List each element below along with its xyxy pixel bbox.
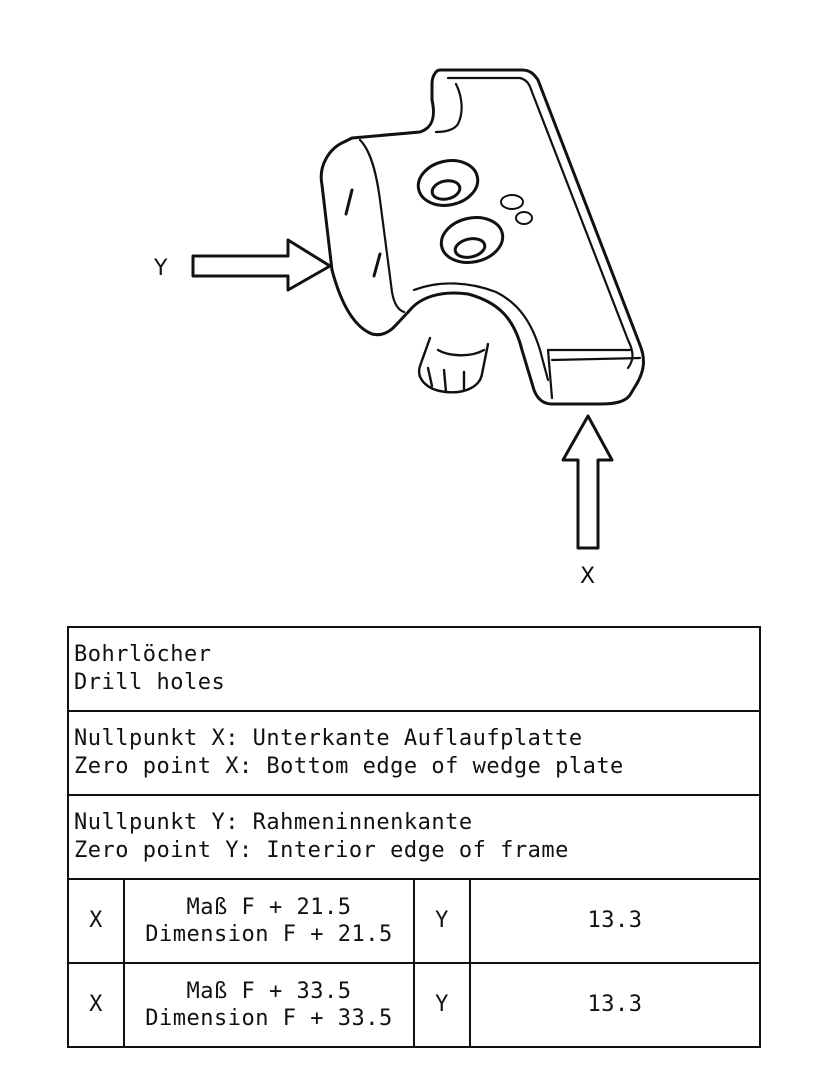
x-dimension-de: Maß F + 21.5 [186,895,352,920]
x-axis-cell: X [68,879,124,963]
plate-inner-edge [448,78,633,368]
drill-hole-lower [437,212,507,268]
mounting-peg [419,338,488,392]
zero-point-y-note [68,795,760,879]
plate-end-face [548,350,640,398]
zero-y-de: Nullpunkt Y: Rahmeninnenkante [74,810,473,835]
x-dimension-en: Dimension F + 33.5 [145,1006,393,1031]
x-dimension-cell [124,879,414,963]
arrow-x [563,416,612,548]
x-dimension-cell [124,963,414,1047]
embossed-logo [501,195,532,224]
zero-x-en: Zero point X: Bottom edge of wedge plate [74,754,624,779]
y-value-cell: 13.3 [470,963,760,1047]
slot-mark-upper [346,190,352,214]
drill-hole-upper [414,155,482,211]
plate-bevel-left [360,140,404,312]
y-value-cell: 13.3 [470,879,760,963]
table-header [68,627,760,711]
drill-hole-table [67,626,761,1048]
zero-y-en: Zero point Y: Interior edge of frame [74,838,569,863]
wedge-plate-outline [321,70,643,404]
header-en: Drill holes [74,670,226,695]
header-de: Bohrlöcher [74,642,212,667]
y-axis-cell: Y [414,963,470,1047]
arrow-y [193,240,330,290]
arrow-x-label: X [580,564,596,589]
zero-x-de: Nullpunkt X: Unterkante Auflaufplatte [74,726,583,751]
table-row [68,879,760,963]
table-row [68,963,760,1047]
arrow-y-label: Y [154,256,168,281]
y-axis-cell: Y [414,879,470,963]
x-axis-cell: X [68,963,124,1047]
x-dimension-de: Maß F + 33.5 [186,979,352,1004]
slot-mark-lower [374,254,380,276]
x-dimension-en: Dimension F + 21.5 [145,922,393,947]
plate-top-notch [436,84,462,132]
zero-point-x-note [68,711,760,795]
